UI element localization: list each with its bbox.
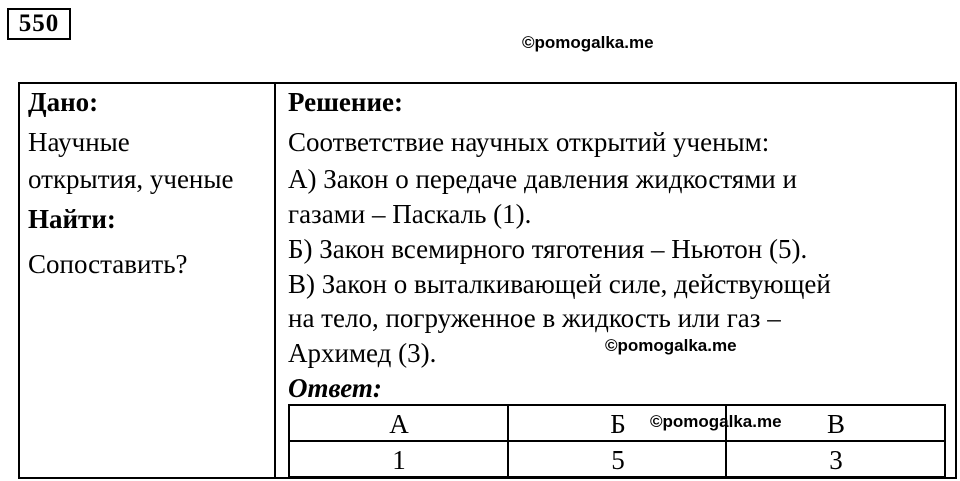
solution-line-4: Б) Закон всемирного тяготения – Ньютон (5). xyxy=(288,234,808,264)
find-line: Сопоставить? xyxy=(28,249,188,279)
watermark-middle: ©pomogalka.me xyxy=(605,336,737,355)
answer-header-v: В xyxy=(826,409,845,439)
watermark-top: ©pomogalka.me xyxy=(522,33,654,52)
answer-table-row-divider xyxy=(290,440,944,442)
answer-header-a: А xyxy=(389,409,409,439)
watermark-table: ©pomogalka.me xyxy=(650,412,782,431)
answer-value-v: 3 xyxy=(829,445,843,475)
solution-line-5: В) Закон о выталкивающей силе, действующей xyxy=(288,269,831,299)
given-heading: Дано: xyxy=(28,87,99,117)
solution-line-1: Соответствие научных открытий ученым: xyxy=(288,127,770,157)
answer-value-a: 1 xyxy=(392,445,406,475)
answer-table xyxy=(288,404,946,478)
given-line-2: открытия, ученые xyxy=(28,164,234,194)
solution-heading: Решение: xyxy=(288,87,403,117)
problem-number: 550 xyxy=(7,8,71,40)
solution-line-2: А) Закон о передаче давления жидкостями и xyxy=(288,164,797,194)
solution-line-7: Архимед (3). xyxy=(288,338,437,368)
find-heading: Найти: xyxy=(28,204,116,234)
solution-line-3: газами – Паскаль (1). xyxy=(288,199,532,229)
solution-line-6: на тело, погруженное в жидкость или газ – xyxy=(288,303,781,333)
column-divider xyxy=(274,82,276,479)
given-line-1: Научные xyxy=(28,127,130,157)
answer-value-b: 5 xyxy=(611,445,625,475)
answer-heading: Ответ: xyxy=(288,373,382,403)
answer-header-b: Б xyxy=(610,409,626,439)
